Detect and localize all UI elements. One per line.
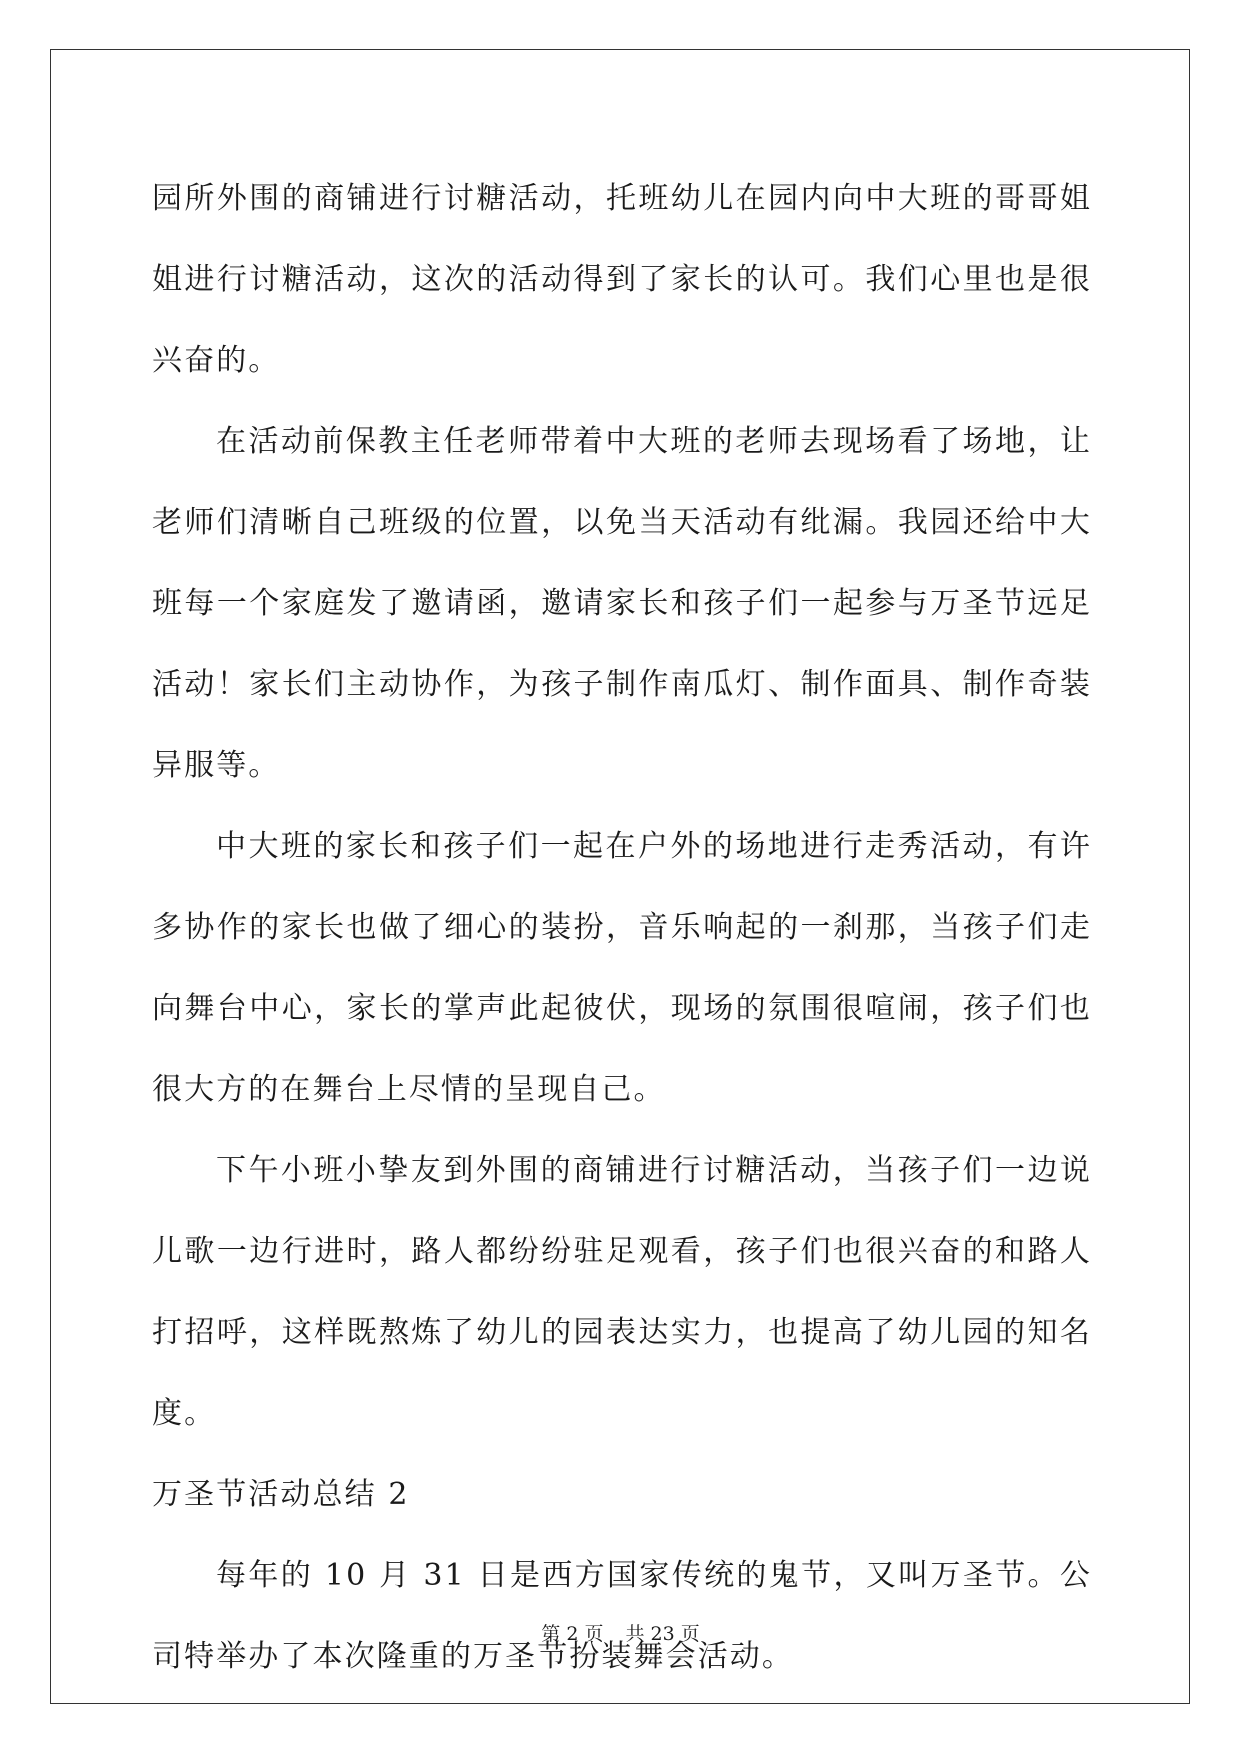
page-total: 共 23 页 xyxy=(625,1623,700,1645)
document-body xyxy=(152,158,1092,1697)
paragraph-4: 下午小班小挚友到外围的商铺进行讨糖活动，当孩子们一边说儿歌一边行进时，路人都纷纷驻足观看，孩子们也很兴奋的和路人打招呼，这样既熬炼了幼儿的园表达实力，也提高了幼儿园的知名度。 xyxy=(152,1153,1092,1431)
paragraph-5: 每年的 10 月 31 日是西方国家传统的鬼节，又叫万圣节。公司特举办了本次隆重的万圣节扮装舞会活动。 xyxy=(152,1558,1092,1674)
section-heading: 万圣节活动总结 2 xyxy=(152,1477,410,1512)
paragraph-3: 中大班的家长和孩子们一起在户外的场地进行走秀活动，有许多协作的家长也做了细心的装扮，音乐响起的一刹那，当孩子们走向舞台中心，家长的掌声此起彼伏，现场的氛围很喧闹，孩子们也很大方的在舞台上尽情的呈现自己。 xyxy=(152,829,1092,1107)
paragraph-2: 在活动前保教主任老师带着中大班的老师去现场看了场地，让老师们清晰自己班级的位置，以免当天活动有纰漏。我园还给中大班每一个家庭发了邀请函，邀请家长和孩子们一起参与万圣节远足活动！家长们主动协作，为孩子制作南瓜灯、制作面具、制作奇装异服等。 xyxy=(152,424,1092,783)
page-footer xyxy=(0,1622,1241,1646)
paragraph-1: 园所外围的商铺进行讨糖活动，托班幼儿在园内向中大班的哥哥姐姐进行讨糖活动，这次的活动得到了家长的认可。我们心里也是很兴奋的。 xyxy=(152,181,1092,378)
page-number: 第 2 页 xyxy=(541,1623,604,1645)
